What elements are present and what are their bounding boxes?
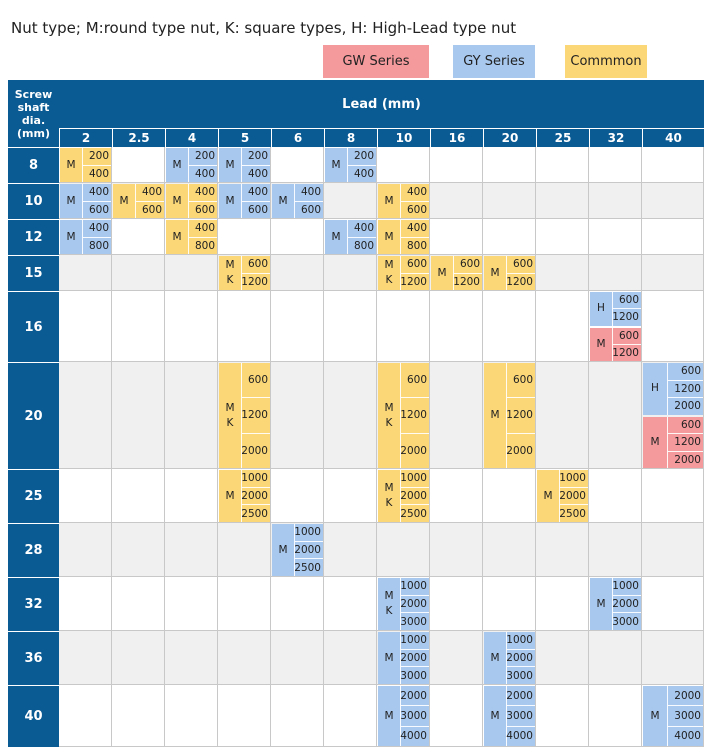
nut-length-values: 2000 3000 4000: [506, 686, 535, 746]
nut-type-letters: M: [331, 230, 341, 243]
table-cell: [271, 219, 324, 255]
table-cell: [165, 577, 218, 631]
table-cell: [483, 523, 536, 577]
nut-length-values: 600 1200 2000: [667, 417, 703, 469]
table-cell: [112, 577, 165, 631]
lead-header-cell: 6: [271, 128, 324, 147]
nut-spec-block: [378, 184, 429, 218]
legend-common: Commmon: [565, 45, 647, 78]
nut-type-letters: M: [331, 158, 341, 171]
table-cell: [377, 523, 430, 577]
nut-spec-block: [272, 524, 323, 576]
nut-type-letters: M: [278, 194, 288, 207]
table-cell: [642, 183, 704, 219]
nut-spec-block: [643, 363, 703, 415]
nut-spec-block: [590, 578, 641, 630]
nut-spec-block: [325, 148, 376, 182]
nut-type-letters: M: [384, 194, 394, 207]
row-header-cell: 12: [8, 219, 59, 255]
table-cell: [59, 523, 112, 577]
table-cell: [483, 577, 536, 631]
table-cell: [536, 523, 589, 577]
nut-type-letters: M: [66, 158, 76, 171]
table-cell: [642, 291, 704, 362]
nut-type-letters: M: [384, 230, 394, 243]
table-cell: [589, 183, 642, 219]
lead-header: Lead (mm): [59, 80, 704, 128]
nut-spec-block: [484, 256, 535, 290]
nut-length-values: 400 600: [400, 184, 429, 218]
nut-length-values: 600 1200: [241, 256, 270, 290]
table-cell: [642, 523, 704, 577]
table-cell: [642, 469, 704, 523]
nut-spec-block: [378, 363, 429, 468]
table-cell: [642, 255, 704, 291]
nut-spec-block: [484, 363, 535, 468]
table-cell: [589, 523, 642, 577]
nut-length-values: 600 1200 2000: [241, 363, 270, 468]
table-cell: [536, 362, 589, 469]
legend-gw-series: GW Series: [323, 45, 429, 78]
table-cell: [59, 631, 112, 685]
nut-length-values: 2000 3000 4000: [400, 686, 429, 746]
table-cell: [112, 147, 165, 183]
table-cell: [324, 255, 377, 291]
table-cell: [589, 469, 642, 523]
nut-length-values: 1000 2000 3000: [400, 632, 429, 684]
table-cell: [536, 183, 589, 219]
lead-header-cell: 8: [324, 128, 377, 147]
table-cell: [430, 362, 483, 469]
nut-type-letters: M: [596, 597, 606, 610]
nut-length-values: 600 1200: [506, 256, 535, 290]
nut-length-values: 1000 2000 3000: [506, 632, 535, 684]
table-cell: [377, 291, 430, 362]
nut-spec-block: [325, 220, 376, 254]
shaft-dia-header: Screw shaft dia. (mm): [8, 80, 59, 147]
table-cell: [642, 577, 704, 631]
table-cell: [112, 631, 165, 685]
table-cell: [536, 219, 589, 255]
nut-type-letters: M: [650, 709, 660, 722]
table-cell: [218, 631, 271, 685]
table-cell: [271, 362, 324, 469]
nut-length-values: 400 600: [82, 184, 111, 218]
table-cell: [324, 362, 377, 469]
nut-spec-block: [484, 686, 535, 746]
nut-type-letters: M K: [384, 401, 394, 429]
nut-length-values: 400 800: [400, 220, 429, 254]
nut-length-values: 600 1200 2000: [667, 363, 703, 415]
nut-type-letters: M K: [384, 590, 394, 617]
table-cell: [165, 631, 218, 685]
nut-spec-block: [113, 184, 164, 218]
nut-length-values: 400 800: [82, 220, 111, 254]
nut-length-values: 1000 2000 2500: [294, 524, 323, 576]
table-cell: [218, 291, 271, 362]
row-header-cell: 16: [8, 291, 59, 362]
table-cell: [218, 577, 271, 631]
nut-type-letters: M: [490, 651, 500, 664]
table-cell: [430, 577, 483, 631]
nut-length-values: 1000 2000 2500: [400, 470, 429, 522]
table-cell: [430, 219, 483, 255]
table-cell: [324, 183, 377, 219]
table-cell: [536, 577, 589, 631]
nut-spec-block: [590, 292, 641, 326]
lead-header-cell: 2.5: [112, 128, 165, 147]
nut-type-letters: M: [490, 266, 500, 279]
nut-length-values: 600 1200: [400, 256, 429, 290]
table-cell: [324, 577, 377, 631]
table-cell: [324, 291, 377, 362]
nut-type-letters: M: [172, 230, 182, 243]
nut-spec-block: [378, 256, 429, 290]
table-cell: [165, 469, 218, 523]
nut-type-letters: M: [278, 543, 288, 556]
table-cell: [430, 147, 483, 183]
nut-type-letters: M: [66, 230, 76, 243]
table-cell: [271, 147, 324, 183]
table-cell: [165, 685, 218, 747]
lead-header-cell: 16: [430, 128, 483, 147]
table-cell: [430, 291, 483, 362]
nut-type-letters: M: [225, 158, 235, 171]
table-cell: [589, 362, 642, 469]
nut-spec-block: [643, 417, 703, 469]
nut-length-values: 200 400: [347, 148, 376, 182]
lead-table: [8, 80, 704, 747]
table-cell: [430, 685, 483, 747]
table-cell: [324, 685, 377, 747]
table-cell: [271, 631, 324, 685]
lead-header-cell: 4: [165, 128, 218, 147]
table-cell: [430, 631, 483, 685]
nut-length-values: 1000 2000 3000: [400, 578, 429, 630]
nut-type-letters: M: [66, 194, 76, 207]
nut-type-letters: M: [384, 709, 394, 722]
nut-type-letters: M: [490, 709, 500, 722]
row-header-cell: 20: [8, 362, 59, 469]
table-cell: [271, 291, 324, 362]
table-cell: [589, 685, 642, 747]
row-header-cell: 32: [8, 577, 59, 631]
nut-type-letters: M: [490, 409, 500, 421]
table-cell: [589, 219, 642, 255]
table-cell: [218, 523, 271, 577]
nut-length-values: 400 800: [347, 220, 376, 254]
table-cell: [642, 219, 704, 255]
nut-length-values: 400 600: [135, 184, 164, 218]
nut-length-values: 400 600: [294, 184, 323, 218]
legend-gy-series: GY Series: [453, 45, 535, 78]
nut-type-letters: M K: [384, 259, 394, 286]
table-cell: [324, 523, 377, 577]
table-cell: [112, 685, 165, 747]
nut-type-letters: M: [650, 435, 660, 448]
nut-spec-block: [378, 470, 429, 522]
table-cell: [271, 469, 324, 523]
lead-header-cell: 2: [59, 128, 112, 147]
table-cell: [324, 631, 377, 685]
nut-spec-block: [378, 578, 429, 630]
nut-spec-block: [60, 148, 111, 182]
nut-spec-block: [378, 686, 429, 746]
lead-header-cell: 40: [642, 128, 704, 147]
nut-spec-block: [484, 632, 535, 684]
nut-type-letters: M: [119, 194, 129, 207]
nut-length-values: 600 1200: [612, 328, 641, 362]
table-cell: [536, 255, 589, 291]
nut-type-letters: M: [225, 489, 235, 502]
table-cell: [642, 631, 704, 685]
table-cell: [430, 469, 483, 523]
table-cell: [165, 255, 218, 291]
row-header-cell: 28: [8, 523, 59, 577]
table-cell: [589, 147, 642, 183]
nut-type-letters: M: [172, 194, 182, 207]
table-cell: [218, 219, 271, 255]
nut-type-letters: M: [225, 194, 235, 207]
table-cell: [483, 147, 536, 183]
row-header-cell: 8: [8, 147, 59, 183]
table-cell: [59, 577, 112, 631]
nut-spec-block: [272, 184, 323, 218]
nut-length-values: 400 800: [188, 220, 217, 254]
table-cell: [430, 183, 483, 219]
table-cell: [589, 631, 642, 685]
nut-length-values: 600 1200: [612, 292, 641, 326]
table-cell: [536, 631, 589, 685]
nut-spec-block: [219, 184, 270, 218]
nut-length-values: 1000 2000 3000: [612, 578, 641, 630]
table-cell: [165, 291, 218, 362]
row-header-cell: 40: [8, 685, 59, 747]
table-cell: [483, 291, 536, 362]
nut-type-letters: M K: [225, 259, 235, 286]
table-cell: [59, 291, 112, 362]
nut-spec-block: [537, 470, 588, 522]
row-header-cell: 15: [8, 255, 59, 291]
table-cell: [112, 523, 165, 577]
nut-length-values: 600 1200 2000: [400, 363, 429, 468]
lead-header-cell: 20: [483, 128, 536, 147]
nut-spec-block: [219, 256, 270, 290]
nut-length-values: 600 1200: [453, 256, 482, 290]
nut-spec-block: [219, 363, 270, 468]
nut-type-letters: M K: [384, 482, 394, 509]
nut-spec-block: [166, 184, 217, 218]
nut-type-letters: M: [596, 337, 606, 350]
table-cell: [589, 255, 642, 291]
nut-length-values: 200 400: [188, 148, 217, 182]
nut-length-values: 400 600: [241, 184, 270, 218]
table-cell: [112, 362, 165, 469]
lead-header-cell: 5: [218, 128, 271, 147]
table-cell: [112, 291, 165, 362]
nut-length-values: 400 600: [188, 184, 217, 218]
nut-type-letters: H: [597, 302, 605, 315]
table-cell: [271, 255, 324, 291]
nut-type-letters: H: [651, 382, 659, 395]
nut-length-values: 600 1200 2000: [506, 363, 535, 468]
table-cell: [536, 147, 589, 183]
table-cell: [59, 469, 112, 523]
table-cell: [271, 685, 324, 747]
table-cell: [271, 577, 324, 631]
nut-length-values: 1000 2000 2500: [241, 470, 270, 522]
nut-type-letters: M K: [225, 401, 235, 429]
table-cell: [642, 147, 704, 183]
row-header-cell: 36: [8, 631, 59, 685]
table-cell: [483, 183, 536, 219]
lead-header-cell: 32: [589, 128, 642, 147]
nut-spec-block: [219, 470, 270, 522]
table-cell: [59, 255, 112, 291]
table-cell: [483, 219, 536, 255]
table-cell: [112, 255, 165, 291]
nut-spec-block: [590, 328, 641, 362]
table-cell: [430, 523, 483, 577]
lead-header-cell: 10: [377, 128, 430, 147]
nut-spec-block: [431, 256, 482, 290]
nut-type-letters: M: [172, 158, 182, 171]
nut-spec-block: [60, 184, 111, 218]
nut-type-letters: M: [437, 266, 447, 279]
table-cell: [112, 219, 165, 255]
nut-type-letters: M: [384, 651, 394, 664]
nut-length-values: 1000 2000 2500: [559, 470, 588, 522]
nut-length-values: 2000 3000 4000: [667, 686, 703, 746]
nut-spec-block: [378, 632, 429, 684]
nut-spec-block: [166, 220, 217, 254]
table-cell: [536, 685, 589, 747]
row-header-cell: 10: [8, 183, 59, 219]
table-cell: [59, 362, 112, 469]
table-cell: [324, 469, 377, 523]
table-cell: [112, 469, 165, 523]
nut-spec-block: [643, 686, 703, 746]
table-cell: [59, 685, 112, 747]
table-cell: [218, 685, 271, 747]
nut-length-values: 200 400: [82, 148, 111, 182]
table-cell: [377, 147, 430, 183]
table-cell: [165, 362, 218, 469]
nut-spec-block: [378, 220, 429, 254]
nut-spec-block: [60, 220, 111, 254]
nut-spec-block: [219, 148, 270, 182]
nut-type-letters: M: [543, 489, 553, 502]
table-cell: [165, 523, 218, 577]
nut-spec-block: [166, 148, 217, 182]
table-cell: [536, 291, 589, 362]
table-cell: [483, 469, 536, 523]
lead-header-cell: 25: [536, 128, 589, 147]
nut-length-values: 200 400: [241, 148, 270, 182]
nut-type-legend-text: Nut type; M:round type nut, K: square types, H: High-Lead type nut: [11, 19, 517, 37]
row-header-cell: 25: [8, 469, 59, 523]
